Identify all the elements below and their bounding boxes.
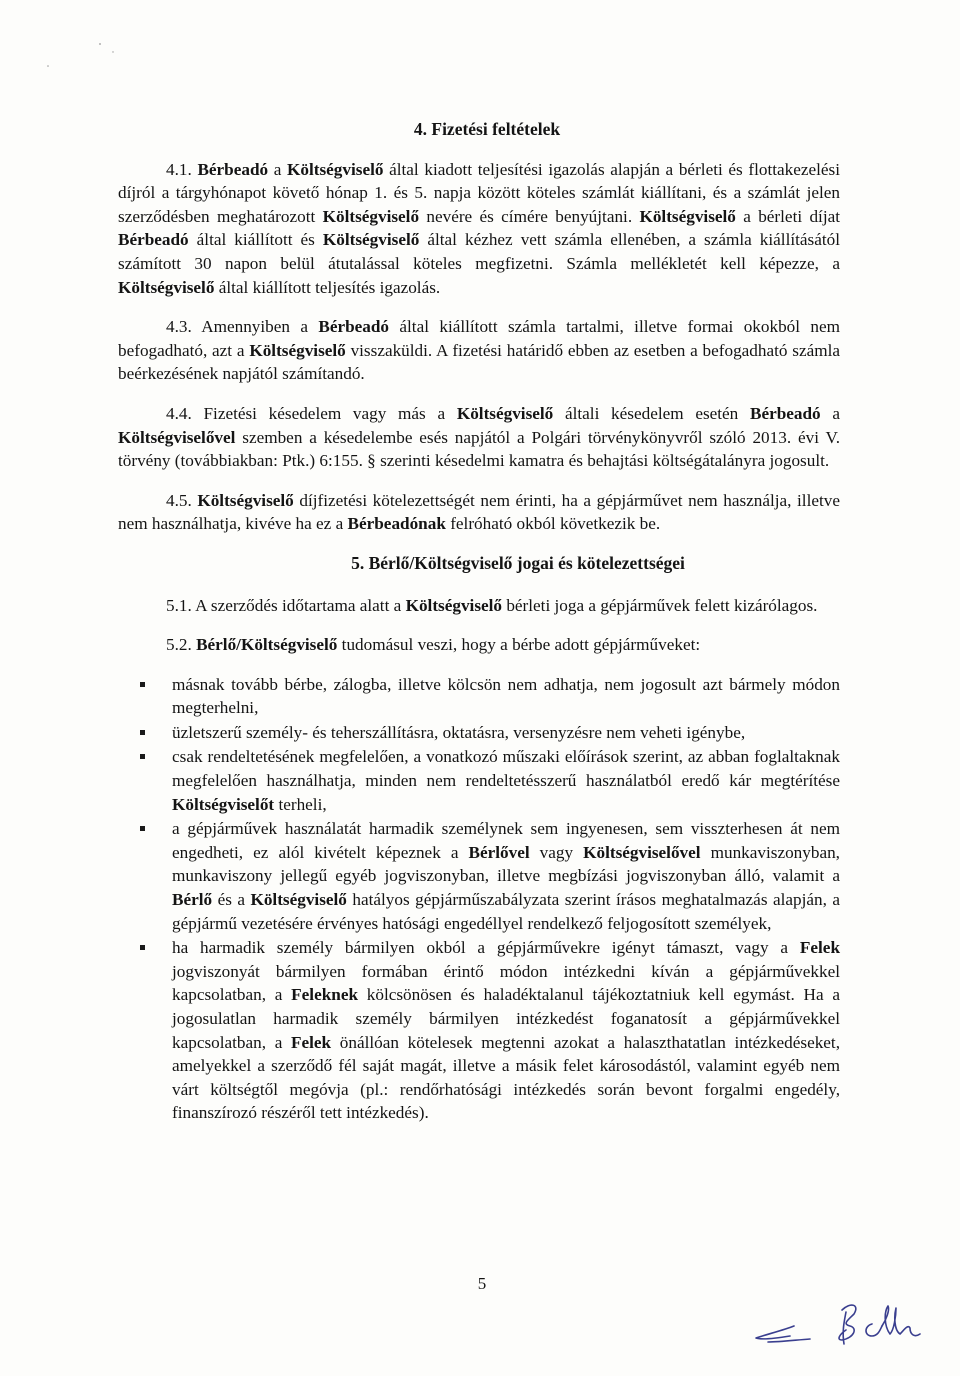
handwritten-initials-signature xyxy=(750,1290,950,1350)
paragraph-4-5: 4.5. Költségviselő díjfizetési kötelezettségét nem érinti, ha a gépjárművet nem használja, illetve nem használhatja, kivéve ha ez a Bérbeadónak felróható okból következik be. xyxy=(118,490,840,534)
paragraph-number: 5.2. xyxy=(166,635,192,655)
square-bullet-icon xyxy=(140,730,145,735)
paragraph-number: 4.4. xyxy=(166,403,192,423)
list-item: másnak tovább bérbe, zálogba, illetve kölcsön nem adhatja, nem jogosult azt bármely módon megterhelni, xyxy=(118,673,840,720)
document-page xyxy=(118,110,840,1126)
paragraph-5-1: 5.1. A szerződés időtartama alatt a Költségviselő bérleti joga a gépjárművek felett kizárólagos. xyxy=(166,595,818,615)
paragraph-number: 4.1. xyxy=(166,159,192,179)
square-bullet-icon xyxy=(140,682,145,687)
paragraph-4-4: 4.4. Fizetési késedelem vagy más a Költségviselő általi késedelem esetén Bérbeadó a Költségviselővel szemben a késedelembe esés napjától a Polgári törvénykönyvről szóló 2013. évi V. törvény (továbbiakban: Ptk.) 6:155. § szerinti késedelmi kamatra és behajtási költségátalányra jogosult. xyxy=(118,403,840,471)
paragraph-4-1: 4.1. Bérbeadó a Költségviselő által kiadott teljesítési igazolás alapján a bérleti és flottakezelési díjról a tárgyhónapot követő hónap 1. és 5. napja között köteles számlát kiállítani, és a számlát jelen szerződésben meghatározott Költségviselő nevére és címére benyújtani. Költségviselő a bérleti díjat Bérbeadó által kiállított és Költségviselő által kézhez vett számla ellenében, a számla kiállításától számított 30 napon belül átutalással köteles megfizetni. Számla mellékletét kell képezze, a Költségviselő által kiállított teljesítés igazolás. xyxy=(118,159,841,297)
list-item: csak rendeltetésének megfelelően, a vonatkozó műszaki előírások szerint, az abban foglaltaknak megfelelően használhatja, minden nem rendeltetésszerű használatból eredő kár megtérítése Költségviselőt terheli, xyxy=(118,745,840,816)
list-item: ha harmadik személy bármilyen okból a gépjárművekre igényt támaszt, vagy a Felek jogviszonyát bármilyen formában érintő módon intézkedni kíván a gépjárművekkel kapcsolatban, a Feleknek kölcsönösen és haladéktalanul tájékoztatniuk kell egymást. Ha a jogosulatlan harmadik személy bármilyen intézkedést foganatosít a gépjárművekkel kapcsolatban, a Felek önállóan kötelesek megtenni azokat a halaszthatatlan intézkedéseket, amelyekkel a szerződő fél saját magát, illetve a másik felet károsodástól, valamint egyéb nem várt költségtől megóvja (pl.: rendőrhatósági intézkedés során bevont forgalmi engedély, finanszírozó részéről tett intézkedés). xyxy=(118,936,840,1125)
section-4-heading: 4. Fizetési feltételek xyxy=(413,119,561,139)
paragraph-number: 5.1. xyxy=(166,595,192,615)
list-item: a gépjárművek használatát harmadik személynek sem ingyenesen, sem visszterhesen át nem engedheti, ez alól kivételt képeznek a Bérlővel vagy Költségviselővel munkaviszonyban, munkaviszony jellegű egyéb jogviszonyban, illetve megbízási jogviszonyban álló, valamit a Bérlő és a Költségviselő hatályos gépjárműszabályzata szerint írásos meghatalmazás alapján, a gépjármű vezetésére érvényes hatósági engedéllyel rendelkező feljogosított személyek, xyxy=(118,817,840,935)
square-bullet-icon xyxy=(140,826,145,831)
square-bullet-icon xyxy=(140,754,145,759)
paragraph-number: 4.5. xyxy=(166,490,192,510)
obligations-list xyxy=(118,673,840,1125)
paragraph-5-2: 5.2. Bérlő/Költségviselő tudomásul veszi, hogy a bérbe adott gépjárműveket: xyxy=(166,635,701,655)
scan-specks xyxy=(40,38,150,78)
paragraph-4-3: 4.3. Amennyiben a Bérbeadó által kiállított számla tartalmi, illetve formai okokból nem befogadható, azt a Költségviselő visszaküldi. A fizetési határidő ebben az esetben a befogadható számla beérkezésének napjától számítandó. xyxy=(118,317,841,384)
section-5-heading: 5. Bérlő/Költségviselő jogai és kötelezettségei xyxy=(351,552,685,573)
page-number: 5 xyxy=(477,1274,487,1293)
list-item: üzletszerű személy- és teherszállításra, oktatásra, versenyzésre nem veheti igénybe, xyxy=(118,721,840,745)
square-bullet-icon xyxy=(140,945,145,950)
paragraph-number: 4.3. xyxy=(166,317,192,337)
